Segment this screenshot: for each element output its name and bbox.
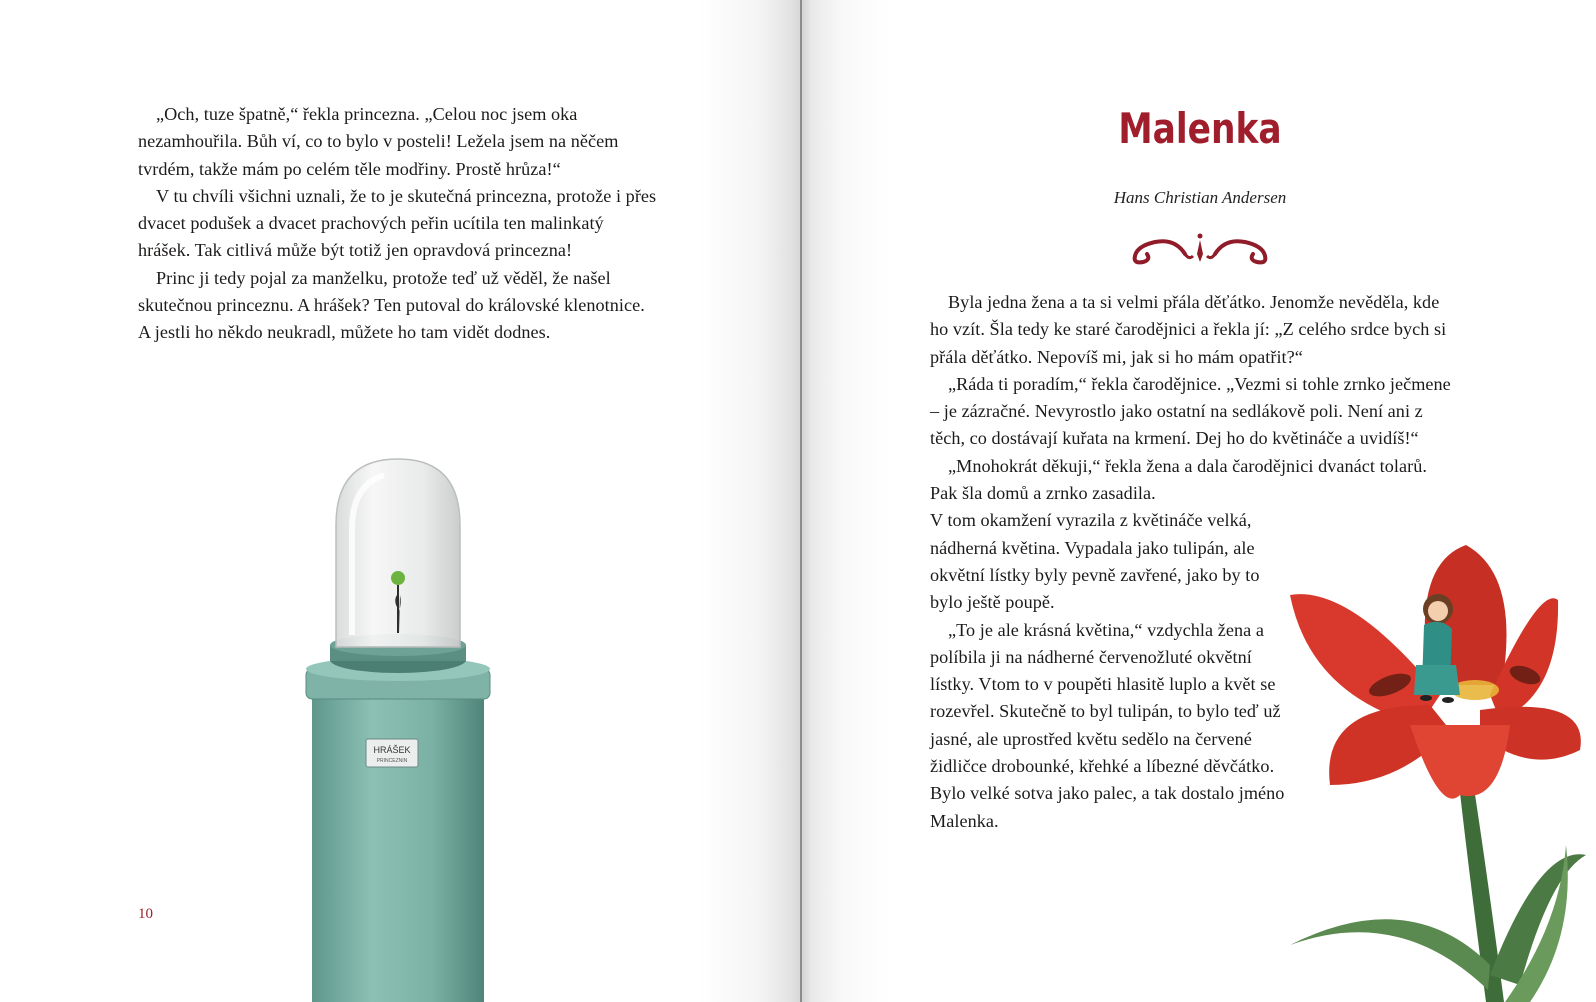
page-gutter (800, 0, 802, 1002)
pea-icon (391, 571, 405, 585)
tulip-with-girl-illustration (1290, 545, 1596, 1002)
right-paragraph-3: „Mnohokrát děkuji,“ řekla žena a dala čarodějnici dvanáct tolarů. Pak šla domů a zrnko zasadila. (930, 455, 1427, 504)
title-ornament-icon (1115, 232, 1285, 268)
tulip-leaf-left (1290, 919, 1490, 990)
right-paragraph-4: V tom okamžení vyrazila z květináče velká, nádherná květina. Vypadala jako tulipán, ale okvětní lístky byly pevně zavřené, jako by to bylo ještě poupě. (930, 510, 1260, 613)
left-page-text (138, 101, 658, 347)
label-line-1: HRÁŠEK (373, 745, 411, 755)
label-line-2: PRINCEZNIN (376, 758, 408, 764)
left-paragraph-1: „Och, tuze špatně,“ řekla princezna. „Celou noc jsem oka nezamhouřila. Bůh ví, co to bylo v posteli! Ležela jsem na něčem tvrdém, takže mám po celém těle modřiny. Prostě hrůza!“ (138, 104, 619, 179)
story-author: Hans Christian Andersen (1113, 188, 1287, 207)
right-paragraph-5: „To je ale krásná květina,“ vzdychla žena a políbila ji na nádherné červenožluté okvětní lístky. Vtom to v poupěti hlasitě luplo a květ se rozevřel. Skutečně to byl tulipán, to bylo teď už jasné, ale uprostřed květu sedělo na červené židličce drobounké, křehké a líbezné děvčátko. Bylo velké sotva jako palec, a tak dostalo jméno Malenka. (930, 619, 1285, 831)
pea-under-glass-illustration (300, 455, 500, 1002)
story-title: Malenka (1118, 104, 1282, 153)
right-paragraph-2: „Ráda ti poradím,“ řekla čarodějnice. „Vezmi si tohle zrnko ječmene – je zázračné. Nevyrostlo jako ostatní na sedlákově poli. Není ani z těch, co dostávají kuřata na krmení. Dej ho do květináče a uvidíš!“ (930, 373, 1451, 449)
left-paragraph-2: V tu chvíli všichni uznali, že to je skutečná princezna, protože i přes dvacet podušek a dvacet prachových peřin ucítila ten malinkatý hrášek. Tak citlivá může být totiž jen opravdová princezna! (138, 185, 657, 261)
page-number: 10 (138, 906, 153, 922)
right-paragraph-1: Byla jedna žena a ta si velmi přála děťátko. Jenomže nevěděla, kde ho vzít. Šla tedy ke staré čarodějnici a řekla jí: „Z celého srdce bych si přála děťátko. Nepovíš mi, jak si ho mám opatřit?“ (930, 292, 1447, 367)
left-paragraph-3: Princ ji tedy pojal za manželku, protože teď už věděl, že našel skutečnou princeznu. A hrášek? Ten putoval do královské klenotnice. A jestli ho někdo neukradl, můžete ho tam vidět dodnes. (138, 267, 645, 343)
tulip-petal-front (1410, 725, 1510, 799)
